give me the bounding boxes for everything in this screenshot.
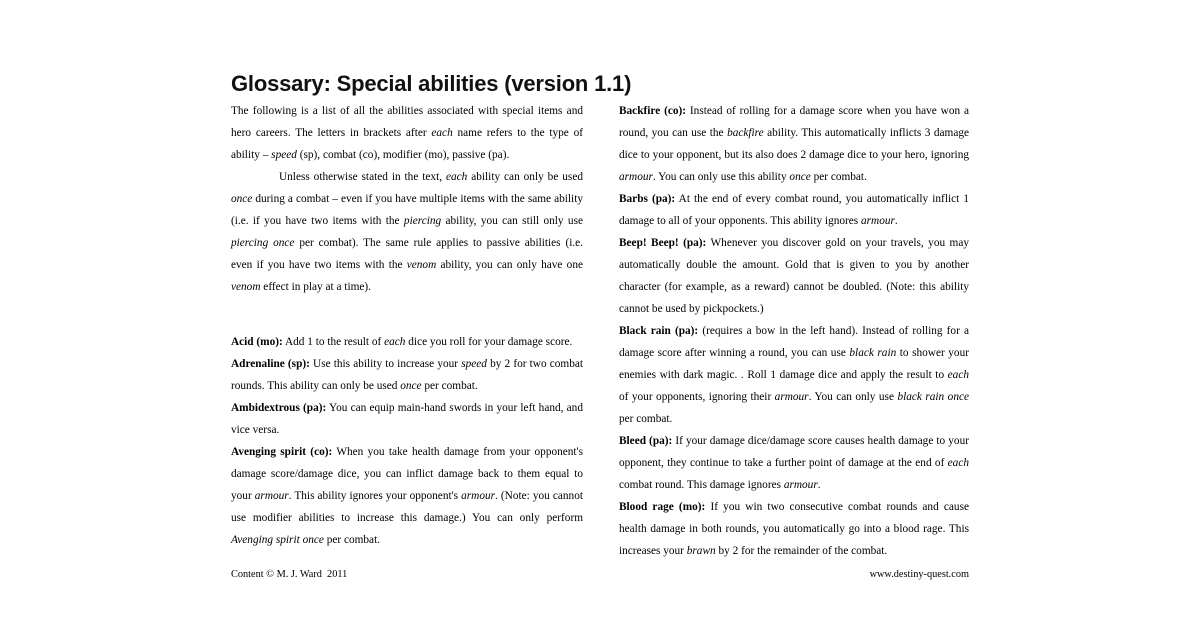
glossary-definition: If your damage dice/damage score causes health damage to your opponent, they continue to take a further point of damage at the end of each combat round. This damage ignores armour. [619, 435, 969, 491]
glossary-definition: Add 1 to the result of each dice you roll for your damage score. [282, 336, 573, 348]
glossary-entry [231, 441, 583, 551]
glossary-entry [619, 232, 969, 320]
glossary-term: Avenging spirit (co): [231, 446, 333, 458]
glossary-definition: When you take health damage from your opponent's damage score/damage dice, you can inflict damage back to them equal to your armour. This ability ignores your opponent's armour. (Note: you cannot use modifier abilities to increase this damage.) You can only perform Avenging spirit once per combat. [231, 446, 583, 546]
glossary-term: Ambidextrous (pa): [231, 402, 327, 414]
glossary-entry [231, 331, 583, 353]
glossary-term: Bleed (pa): [619, 435, 673, 447]
column-right [619, 100, 969, 562]
page-title: Glossary: Special abilities (version 1.1) [231, 70, 632, 96]
glossary-definition: Whenever you discover gold on your travels, you may automatically double the amount. Gold that is given to you by another character (for example, as a reward) cannot be doubled. (Note: this ability cannot be used by pickpockets.) [619, 237, 969, 315]
glossary-definition: Use this ability to increase your speed by 2 for two combat rounds. This ability can only be used once per combat. [231, 358, 584, 392]
glossary-term: Acid (mo): [231, 336, 283, 348]
document-page [155, 0, 1045, 630]
left-margin-area [0, 0, 155, 630]
right-margin-area [1045, 0, 1200, 630]
column-left [231, 100, 583, 551]
glossary-entry [231, 353, 583, 397]
glossary-entry [619, 430, 969, 496]
copyright-text: Content © M. J. Ward 2011 [231, 569, 348, 580]
glossary-definition: You can equip main-hand swords in your left hand, and vice versa. [231, 402, 583, 436]
glossary-term: Beep! Beep! (pa): [619, 237, 707, 249]
intro-paragraph-1: The following is a list of all the abilities associated with special items and hero careers. The letters in brackets after each name refers to the type of ability – speed (sp), combat (co), modifier (mo), passive (pa). [231, 105, 583, 161]
section-gap-2 [231, 320, 583, 331]
glossary-term: Backfire (co): [619, 105, 687, 117]
glossary-entry [619, 320, 969, 430]
glossary-entry [231, 397, 583, 441]
glossary-entry [619, 496, 969, 562]
glossary-definition: (requires a bow in the left hand). Instead of rolling for a damage score after winning a round, you can use black rain to shower your enemies with dark magic. . Roll 1 damage dice and apply the result to each of your opponents, ignoring their armour. You can only use black rain once per combat. [619, 325, 969, 425]
glossary-term: Black rain (pa): [619, 325, 699, 337]
website-link[interactable]: www.destiny-quest.com [869, 569, 969, 580]
glossary-definition: Instead of rolling for a damage score when you have won a round, you can use the backfire ability. This automatically inflicts 3 damage dice to your opponent, but its also does 2 damage dice to your hero, ignoring armour. You can only use this ability once per combat. [619, 105, 969, 183]
glossary-term: Adrenaline (sp): [231, 358, 310, 370]
glossary-definition: If you win two consecutive combat rounds and cause health damage in both rounds, you automatically go into a blood rage. This increases your brawn by 2 for the remainder of the combat. [619, 501, 969, 557]
glossary-definition: At the end of every combat round, you automatically inflict 1 damage to all of your opponents. This ability ignores armour. [619, 193, 969, 227]
glossary-term: Barbs (pa): [619, 193, 676, 205]
glossary-term: Blood rage (mo): [619, 501, 706, 513]
section-gap [231, 298, 583, 320]
intro-paragraph-2: Unless otherwise stated in the text, each ability can only be used once during a combat – even if you have multiple items with the same ability (i.e. if you have two items with the piercing ability, you can still only use piercing once per combat). The same rule applies to passive abilities (i.e. even if you have two items with the venom ability, you can only have one venom effect in play at a time). [231, 171, 584, 293]
glossary-entry [619, 100, 969, 188]
glossary-entry [619, 188, 969, 232]
page-footer [231, 569, 969, 580]
